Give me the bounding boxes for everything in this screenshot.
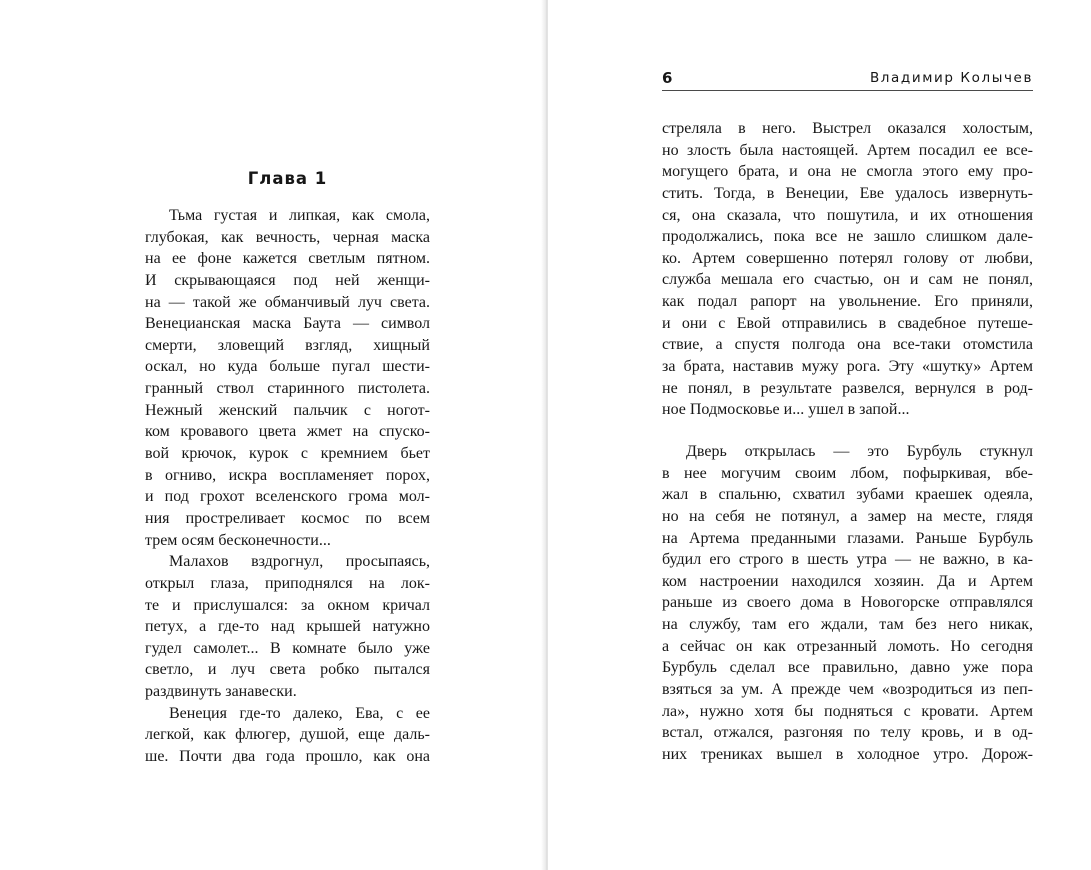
text-line: смерти, зловещий взгляд, хищный xyxy=(145,336,430,354)
text-line: вой крючок, курок с кремнием бьет xyxy=(145,445,430,463)
text-line: Дверь открылась — это Бурбуль стукнул xyxy=(686,443,1033,460)
text-line: Венецианская маска Баута — символ xyxy=(145,315,430,333)
text-line: стреляла в него. Выстрел оказался холостым, xyxy=(662,120,1033,137)
page-number: 6 xyxy=(662,69,673,87)
text-line: раздвинуть занавески. xyxy=(145,683,297,701)
text-line: них трениках вышел в холодное утро. Дорож- xyxy=(662,745,1033,763)
text-line: трем осям бесконечности... xyxy=(145,531,331,549)
text-line: ное Подмосковье и... ушел в запой... xyxy=(662,401,910,419)
text-line: ния простреливает космос по всем xyxy=(145,509,430,527)
text-line: будил его строго в шесть утра — не важно, в ка- xyxy=(662,551,1033,569)
text-line: в нее могучим своим лбом, пофыркивая, вбе- xyxy=(662,464,1033,482)
text-line: а сейчас он как отрезанный ломоть. Но сегодня xyxy=(662,637,1033,655)
left-page-text xyxy=(145,205,430,768)
text-line: и под грохот вселенского грома мол- xyxy=(145,488,430,506)
text-line: гранный ствол старинного пистолета. xyxy=(145,380,430,398)
text-line: могущего брата, и она не смогла этого ему про- xyxy=(662,163,1033,181)
right-paragraph-2 xyxy=(662,441,1033,766)
text-line: петух, а где-то над крышей натужно xyxy=(145,618,430,636)
text-line: продолжались, пока все не зашло слишком дале- xyxy=(662,228,1033,246)
text-line: встал, отжался, разгоняя по телу кровь, и в од- xyxy=(662,724,1033,742)
text-line: Венеция где-то далеко, Ева, с ее xyxy=(169,704,430,722)
text-line: за брата, наставив мужу рога. Эту «шутку» Артем xyxy=(662,358,1033,376)
text-line: на — такой же обманчивый луч света. xyxy=(145,293,430,311)
text-line: открыл глаза, приподнялся на лок- xyxy=(145,574,430,592)
text-line: светло, и луч света робко пытался xyxy=(145,661,430,679)
left-page xyxy=(0,0,545,870)
text-line: но на себя не потянул, а замер на месте, глядя xyxy=(662,507,1033,525)
text-line: Малахов вздрогнул, просыпаясь, xyxy=(169,553,430,571)
text-line: ла», нужно хотя бы подняться с кровати. Артем xyxy=(662,702,1033,720)
text-line: Нежный женский пальчик с ногот- xyxy=(145,401,430,419)
text-line: ствие, а спустя полгода она все-таки отомстила xyxy=(662,336,1033,354)
author-name: Владимир Колычев xyxy=(869,70,1033,86)
text-line: ше. Почти два года прошло, как она xyxy=(145,748,430,766)
text-line: те и прислушался: за окном кричал xyxy=(145,596,430,614)
text-line: как подал рапорт на увольнение. Его приняли, xyxy=(662,293,1033,311)
text-line: стить. Тогда, в Венеции, Еве удалось извернуть- xyxy=(662,184,1033,202)
text-line: Тьма густая и липкая, как смола, xyxy=(169,207,430,224)
text-line: не понял, в результате развелся, вернулся в род- xyxy=(662,379,1033,397)
text-line: глубокая, как вечность, черная маска xyxy=(145,228,430,246)
text-line: на службу, там его ждали, там без него никак, xyxy=(662,616,1033,634)
text-line: на Артема преданными глазами. Раньше Бурбуль xyxy=(662,529,1033,547)
text-line: ком кровавого цвета жмет на спуско- xyxy=(145,423,430,441)
text-line: оскал, но куда больше пугал шести- xyxy=(145,358,430,376)
text-line: Бурбуль сделал все правильно, давно уже пора xyxy=(662,659,1033,677)
running-head xyxy=(662,68,1033,91)
text-line: служба мешала его счастью, он и сам не понял, xyxy=(662,271,1033,289)
text-line: ся, она сказала, что пошутила, и их отношения xyxy=(662,206,1033,224)
text-line: ко. Артем совершенно потерял голову от любви, xyxy=(662,249,1033,267)
text-line: в огниво, искра воспламеняет порох, xyxy=(145,466,430,484)
text-line: ком настроении находился хозяин. Да и Артем xyxy=(662,572,1033,590)
right-paragraph-1 xyxy=(662,118,1033,421)
text-line: гудел самолет... В комнате было уже xyxy=(145,639,430,657)
text-line: легкой, как флюгер, душой, еще даль- xyxy=(145,726,430,744)
text-line: но злость была настоящей. Артем посадил ее все- xyxy=(662,141,1033,159)
text-line: и они с Евой отправились в свадебное путеше- xyxy=(662,314,1033,332)
text-line: И скрывающаяся под ней женщи- xyxy=(145,271,430,289)
text-line: взяться за ум. А прежде чем «возродиться из пеп- xyxy=(662,681,1033,699)
text-line: жал в спальню, схватил зубами краешек одеяла, xyxy=(662,486,1033,504)
text-line: раньше из своего дома в Новогорске отправлялся xyxy=(662,594,1033,612)
chapter-title: Глава 1 xyxy=(247,169,328,188)
text-line: на ее фоне кажется светлым пятном. xyxy=(145,250,430,268)
